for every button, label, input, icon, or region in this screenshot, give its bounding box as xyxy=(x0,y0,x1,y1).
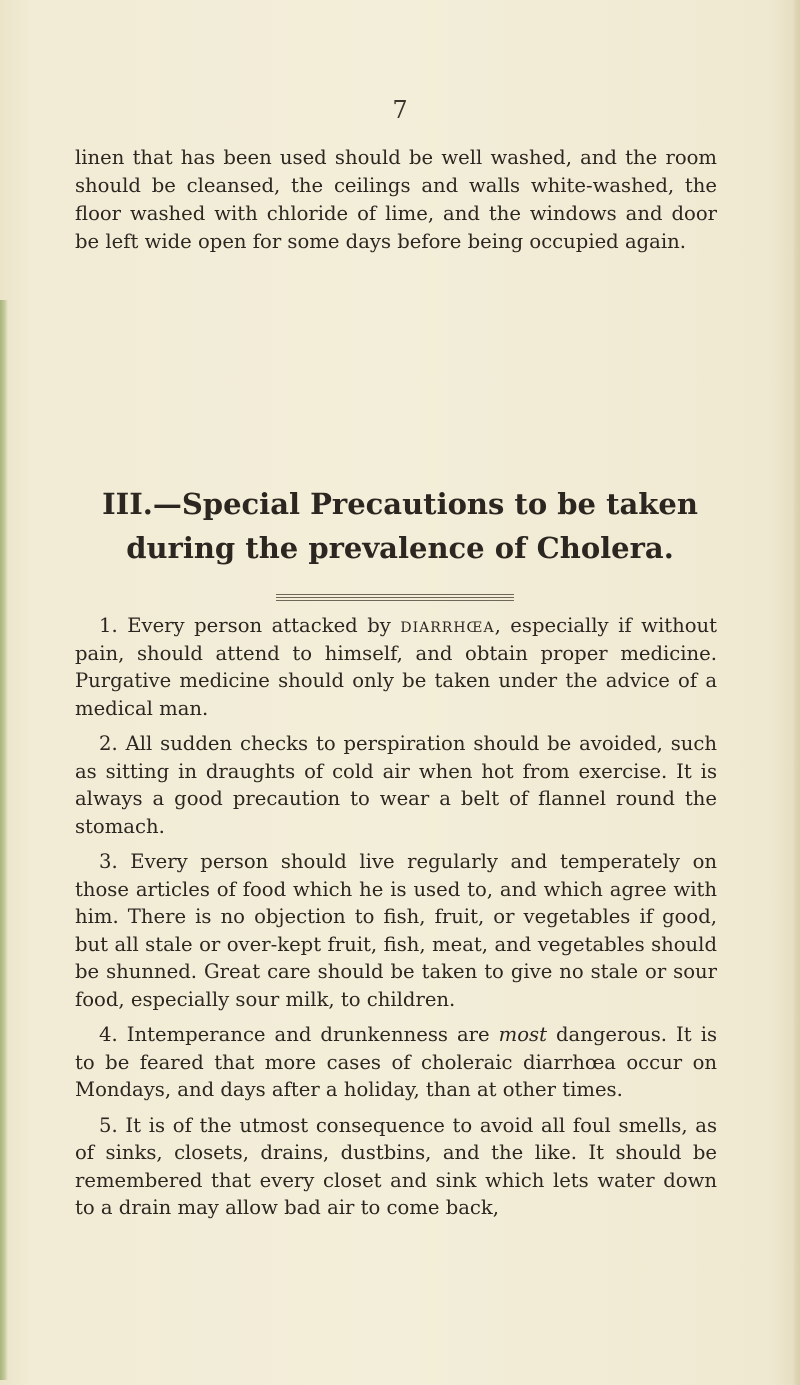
item-number: 4. xyxy=(99,1023,118,1046)
page-edge-shadow xyxy=(0,300,8,1380)
list-item-1 xyxy=(75,612,717,722)
list-item-2 xyxy=(75,730,717,840)
page-edge xyxy=(794,0,800,1385)
list-item-4 xyxy=(75,1021,717,1104)
divider-rule xyxy=(276,597,514,598)
item-number: 1. xyxy=(99,614,118,637)
section-heading-line-2: during the prevalence of Cholera. xyxy=(126,531,674,565)
section-heading-line-1: III.—Special Precautions to be taken xyxy=(102,487,698,521)
item-text-after: , especially if without pain, should attend to himself, and obtain proper medicine. Purgative medicine should only be taken under the advice of a medical man. xyxy=(75,614,717,720)
item-number: 5. xyxy=(99,1113,118,1137)
list-item-5 xyxy=(75,1112,717,1222)
precautions-list xyxy=(75,612,717,1230)
item-text-before: Intemperance and drunkenness are xyxy=(126,1023,499,1046)
section-heading xyxy=(40,482,760,570)
item-italic-emphasis: most xyxy=(498,1023,547,1046)
item-text: All sudden checks to perspiration should be avoided, such as sitting in draughts of cold air when hot from exercise. It is always a good precaution to wear a belt of flannel round the stomach. xyxy=(75,732,717,838)
item-text: Every person should live regularly and temperately on those articles of food which he is used to, and which agree with him. There is no objection to fish, fruit, or vegetables if good, but all stale or over-kept fruit, fish, meat, and vegetables should be shunned. Great care should be taken to give no stale or sour food, especially sour milk, to children. xyxy=(75,850,717,1011)
divider-rule xyxy=(276,594,514,595)
opening-paragraph: linen that has been used should be well washed, and the room should be cleansed, the ceilings and walls white-washed, the floor washed with chloride of lime, and the windows and door be left wide open for some days before being occupied again. xyxy=(75,146,717,253)
item-text: It is of the utmost consequence to avoid all foul smells, as of sinks, closets, drains, dustbins, and the like. It should be remembered that every closet and sink which lets water down to a drain may allow bad air to come back, xyxy=(75,1113,718,1219)
item-text-after: dangerous. It is to be feared that more cases of choleraic diarrhœa occur on Mondays, and days after a holiday, than at other times. xyxy=(75,1023,718,1101)
item-text-before: Every person attacked by xyxy=(127,614,401,637)
item-number: 3. xyxy=(99,850,118,873)
item-number: 2. xyxy=(99,732,118,755)
item-small-caps-term: diarrhœa xyxy=(400,614,495,637)
page-number: 7 xyxy=(392,96,408,124)
list-item-3 xyxy=(75,848,717,1013)
divider-rule xyxy=(276,600,514,601)
